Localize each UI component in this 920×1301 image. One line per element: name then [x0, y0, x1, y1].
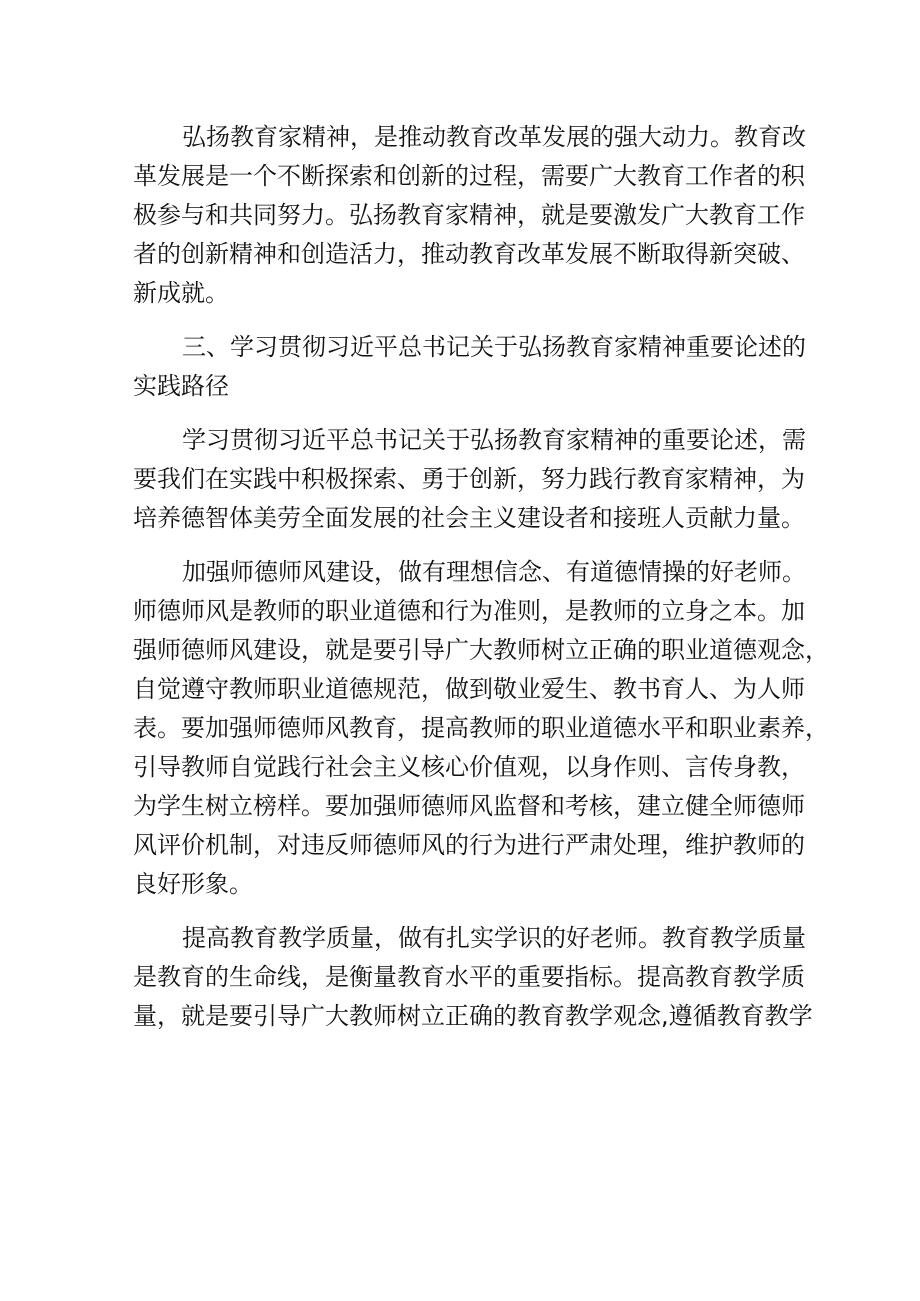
- text-line: 弘扬教育家精神，是推动教育改革发展的强大动力。教育改: [182, 123, 806, 151]
- text-line: 要我们在实践中积极探索、勇于创新，努力践行教育家精神，为: [133, 465, 805, 493]
- paragraph-teacher-ethics: [133, 553, 829, 904]
- text-line: 为学生树立榜样。要加强师德师风监督和考核，建立健全师德师: [133, 792, 805, 820]
- text-line: 学习贯彻习近平总书记关于弘扬教育家精神的重要论述，需: [182, 426, 806, 454]
- text-line: 极参与和共同努力。弘扬教育家精神，就是要激发广大教育工作: [133, 201, 805, 229]
- text-line: 加强师德师风建设，做有理想信念、有道德情操的好老师。: [182, 558, 806, 586]
- text-line: 自觉遵守教师职业道德规范，做到敬业爱生、教书育人、为人师: [133, 675, 805, 703]
- text-line: 新成就。: [133, 279, 229, 307]
- section-heading: [133, 328, 806, 406]
- paragraph-practice-intro: [133, 421, 806, 538]
- text-line: 培养德智体美劳全面发展的社会主义建设者和接班人贡献力量。: [133, 504, 805, 532]
- text-line: 三、学习贯彻习近平总书记关于弘扬教育家精神重要论述的: [182, 333, 806, 361]
- text-line: 表。要加强师德师风教育，提高教师的职业道德水平和职业素养，: [133, 714, 829, 742]
- text-line: 风评价机制，对违反师德师风的行为进行严肃处理，维护教师的: [133, 831, 805, 859]
- text-line: 者的创新精神和创造活力，推动教育改革发展不断取得新突破、: [133, 240, 805, 268]
- document-body: [133, 118, 829, 1051]
- text-line: 量，就是要引导广大教师树立正确的教育教学观念,遵循教育教学: [133, 1002, 813, 1030]
- text-line: 提高教育教学质量，做有扎实学识的好老师。教育教学质量: [182, 924, 806, 952]
- text-line: 良好形象。: [133, 870, 253, 898]
- paragraph-innovation: [133, 118, 806, 313]
- text-line: 师德师风是教师的职业道德和行为准则，是教师的立身之本。加: [133, 597, 805, 625]
- text-line: 实践路径: [133, 372, 229, 400]
- paragraph-teaching-quality: [133, 919, 813, 1036]
- text-line: 是教育的生命线，是衡量教育水平的重要指标。提高教育教学质: [133, 963, 805, 991]
- text-line: 革发展是一个不断探索和创新的过程，需要广大教育工作者的积: [133, 162, 805, 190]
- text-line: 引导教师自觉践行社会主义核心价值观，以身作则、言传身教，: [133, 753, 805, 781]
- text-line: 强师德师风建设，就是要引导广大教师树立正确的职业道德观念，: [133, 636, 829, 664]
